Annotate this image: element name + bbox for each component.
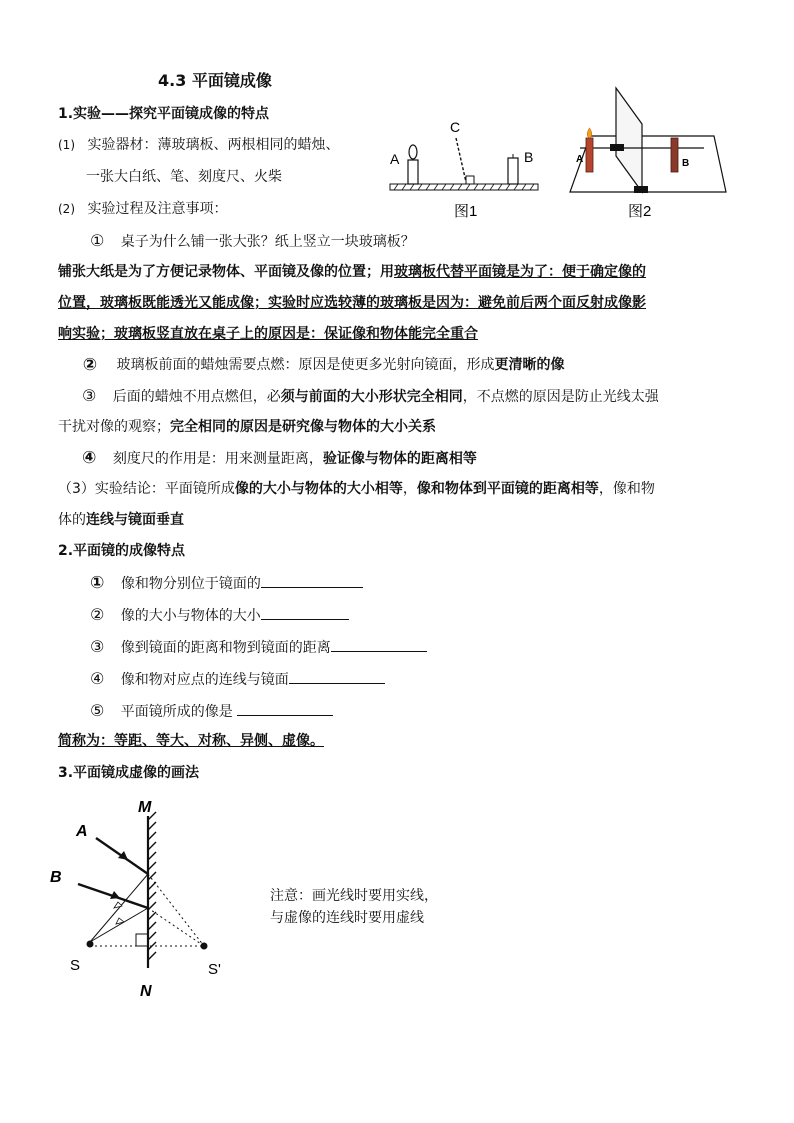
answer-1-line-3: 响实验；玻璃板竖直放在桌子上的原因是：保证像和物体能完全重合: [58, 326, 478, 342]
incident-ray-b: [90, 908, 148, 942]
conclusion-a: （3）实验结论：平面镜所成: [58, 481, 235, 497]
mirror-hatching: [148, 812, 156, 960]
feature-5-text: 平面镜所成的像是: [120, 704, 238, 720]
flame-icon: [409, 145, 417, 159]
materials-number: (1): [58, 138, 75, 152]
feature-4-number: ④: [90, 669, 105, 688]
question-3-line-2: [58, 417, 748, 437]
conclusion-line-2-b: 连线与镜面垂直: [86, 512, 184, 528]
label-b: B: [50, 869, 62, 886]
question-4-number: ④: [82, 448, 97, 468]
answer-1-line-2: 位置，玻璃板既能透光又能成像；实验时应选较薄的玻璃板是因为：避免前后两个面反射成像影: [58, 295, 646, 311]
paper-sheet: [570, 136, 726, 192]
question-1-number: ①: [90, 231, 105, 250]
figure-2: [556, 84, 736, 224]
section-3-heading: 3.平面镜成虚像的画法: [58, 765, 200, 781]
fig1-label-c: C: [450, 119, 461, 135]
question-2-text-b: 更清晰的像: [494, 357, 565, 373]
feature-3-text: 像到镜面的距离和物到镜面的距离: [120, 640, 331, 656]
label-s: S: [70, 957, 81, 974]
materials-line: [58, 135, 339, 155]
candle-a: [408, 160, 418, 184]
figure-2-drawing: [556, 84, 736, 224]
question-3-line-2-a: 干扰对像的观察；: [58, 419, 170, 435]
point-s-image: [201, 943, 208, 950]
conclusion-b: 像的大小与物体的大小相等: [234, 481, 403, 497]
feature-item-2: [90, 605, 349, 626]
answer-1-part-b: 玻璃板代替平面镜是为了：便于确定像的: [394, 264, 646, 280]
conclusion-line-1: [58, 479, 748, 499]
figure-2-caption: 图2: [628, 203, 652, 220]
fig2-label-a: A: [576, 154, 584, 165]
question-1-text: 桌子为什么铺一张大张？纸上竖立一块玻璃板？: [120, 234, 415, 250]
conclusion-line-2-a: 体的: [58, 512, 86, 528]
feature-1-text: 像和物分别位于镜面的: [120, 576, 261, 592]
candle-a: [586, 138, 593, 172]
section-2-heading: 2.平面镜的成像特点: [58, 543, 186, 559]
feature-item-4: [90, 669, 385, 690]
question-4-text-a: 刻度尺的作用是：用来测量距离，: [112, 451, 323, 467]
feature-5-number: ⑤: [90, 701, 105, 720]
materials-text: 实验器材：薄玻璃板、两根相同的蜡烛、: [87, 137, 340, 153]
section-1-heading: 1.实验——探究平面镜成像的特点: [58, 106, 270, 122]
question-3-text-b: 须与前面的大小形状完全相同: [280, 389, 463, 405]
feature-item-1: [90, 573, 363, 594]
feature-item-3: [90, 637, 427, 658]
feature-5-blank[interactable]: [237, 701, 333, 716]
feature-item-5: [90, 701, 333, 722]
conclusion-c: ，: [402, 481, 417, 497]
fig1-label-a: A: [390, 151, 400, 167]
label-s-image: S': [208, 961, 221, 978]
figure-1: [384, 112, 544, 224]
feature-4-blank[interactable]: [289, 669, 385, 684]
feature-1-blank[interactable]: [261, 573, 363, 588]
question-4: [82, 448, 477, 469]
feature-2-number: ②: [90, 605, 105, 624]
materials-line-2: 一张大白纸、笔、刻度尺、火柴: [86, 169, 282, 185]
conclusion-d: 像和物体到平面镜的距离相等: [416, 481, 599, 497]
page-title: 4.3 平面镜成像: [158, 71, 272, 90]
procedure-number: (2): [58, 202, 75, 216]
question-4-text-b: 验证像与物体的距离相等: [322, 451, 477, 467]
virtual-ray-b: [148, 908, 204, 946]
conclusion-e: ，像和物: [598, 481, 655, 497]
glass-plate: [456, 138, 466, 182]
incident-ray-a: [90, 874, 148, 942]
question-2-number: ②: [82, 355, 98, 375]
feature-3-number: ③: [90, 637, 105, 656]
mirror-diagram: [40, 796, 250, 1006]
note-line-2: 与虚像的连线时要用虚线: [270, 910, 424, 926]
feature-2-text: 像的大小与物体的大小: [120, 608, 261, 624]
procedure-line: [58, 199, 227, 219]
question-3-text-a: 后面的蜡烛不用点燃但，必: [112, 389, 281, 405]
candle-b: [671, 138, 678, 172]
answer-1-part-a: 铺张大纸是为了方便记录物体、平面镜及像的位置；用: [58, 264, 394, 280]
candle-b: [508, 158, 518, 184]
mirror-diagram-drawing: [40, 796, 250, 1006]
label-a: A: [76, 823, 88, 840]
label-n: N: [140, 983, 152, 1000]
virtual-ray-a: [148, 874, 204, 946]
conclusion-line-2: [58, 510, 748, 530]
answer-1-line-1: [58, 262, 748, 282]
question-3-number: ③: [82, 386, 97, 405]
procedure-text: 实验过程及注意事项：: [87, 201, 228, 217]
question-2-text-a: 玻璃板前面的蜡烛需要点燃：原因是使更多光射向镜面，形成: [116, 357, 495, 373]
note-line-1: 注意：画光线时要用实线，: [270, 888, 438, 904]
feature-2-blank[interactable]: [261, 605, 349, 620]
feature-1-number: ①: [90, 573, 105, 593]
right-angle-mark: [136, 934, 148, 946]
label-m: M: [138, 799, 152, 816]
question-3: [82, 386, 659, 407]
summary-line: 简称为：等距、等大、对称、异侧、虚像。: [58, 733, 324, 749]
flame-icon: [587, 128, 592, 138]
figure-1-drawing: [384, 112, 544, 224]
question-2: [82, 355, 564, 375]
fig2-label-b: B: [682, 158, 690, 169]
question-3-text-c: ，不点燃的原因是防止光线太强: [462, 389, 659, 405]
feature-3-blank[interactable]: [331, 637, 427, 652]
question-3-line-2-b: 完全相同的原因是研究像与物体的大小关系: [170, 419, 436, 435]
question-1: [90, 231, 415, 252]
fig1-label-b: B: [524, 149, 534, 165]
feature-4-text: 像和物对应点的连线与镜面: [120, 672, 289, 688]
figure-1-caption: 图1: [454, 203, 478, 220]
point-s: [87, 941, 94, 948]
